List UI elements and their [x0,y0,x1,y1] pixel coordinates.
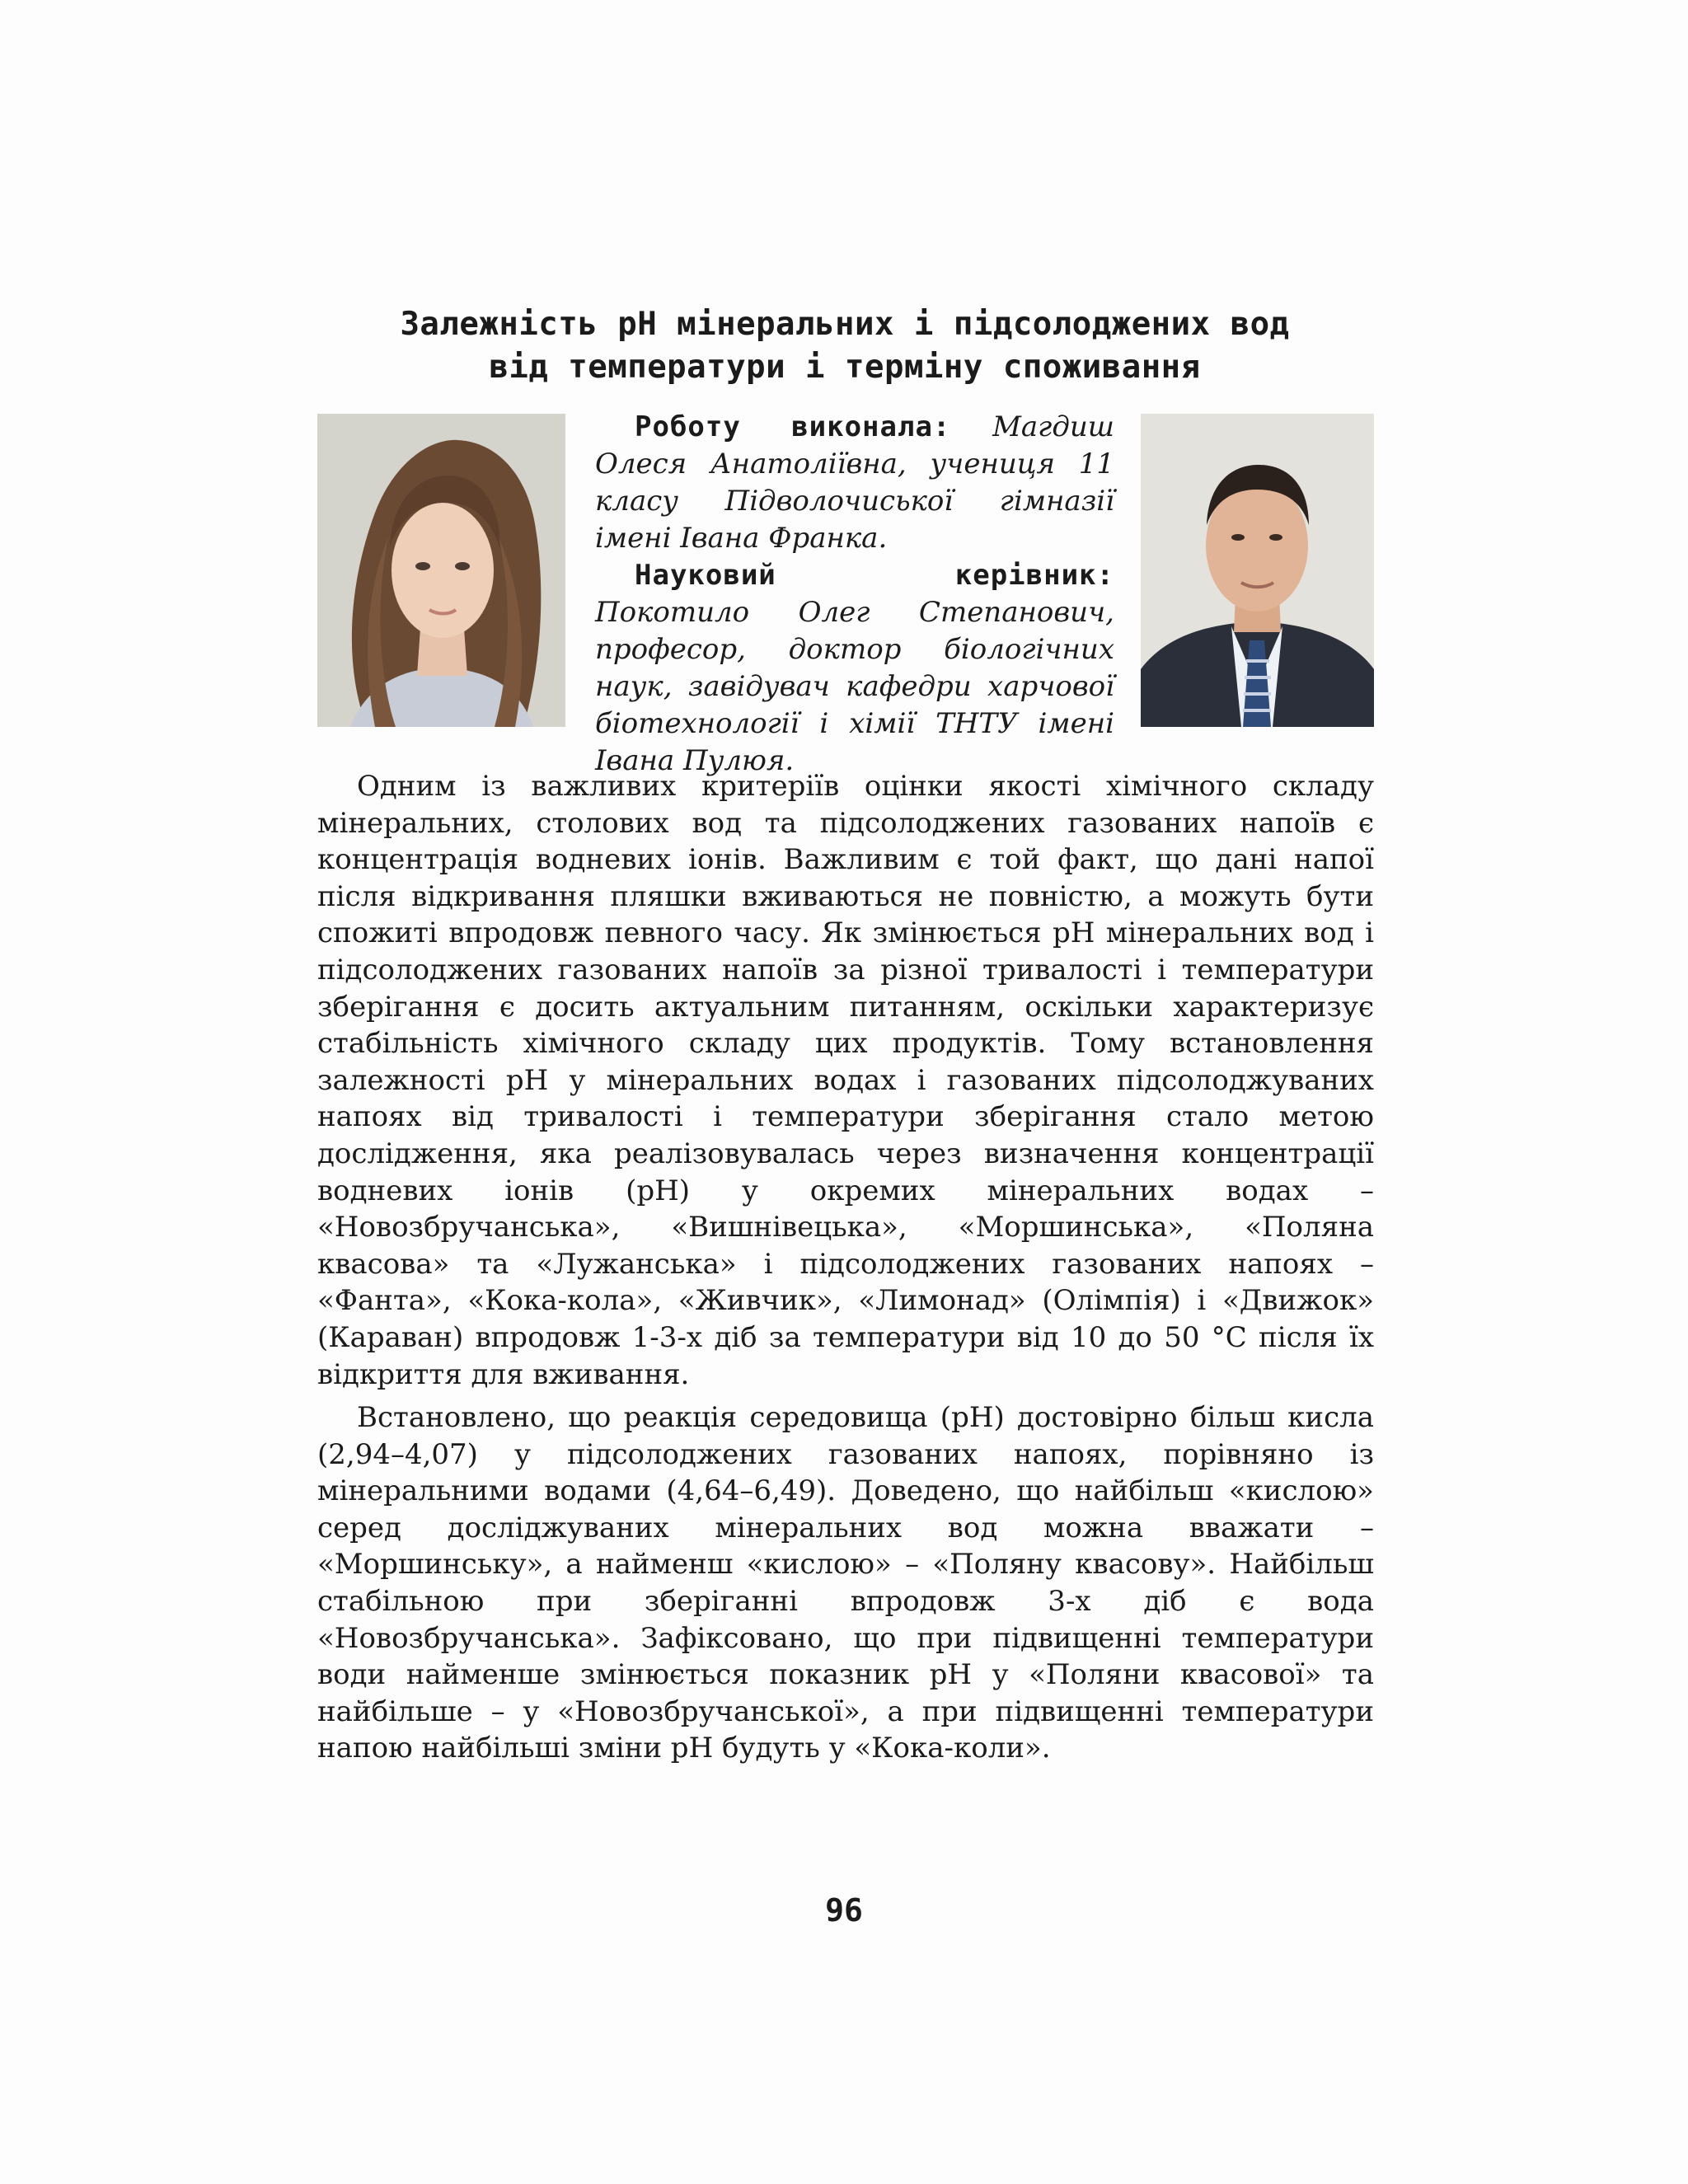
supervisor-info: Покотило Олег Степанович, професор, доктор біологічних наук, завідувач кафедри харчової біотехнології і хімії ТНТУ імені Івана Пулюя. [595,596,1114,777]
student-photo [317,414,565,727]
student-role-label: Роботу виконала: [635,410,951,443]
student-portrait-image [317,414,565,727]
student-credit [595,409,1114,557]
student-info: Магдиш Олеся Анатоліївна, учениця 11 класу Підволочиської гімназії імені Івана Франка. [595,410,1114,555]
page-title [313,303,1376,389]
authors-block [595,409,1114,780]
page-number: 96 [825,1892,863,1929]
supervisor-role-label: Науковий керівник: [635,559,1114,592]
article-body [317,768,1374,1774]
supervisor-portrait-image [1141,414,1374,727]
body-paragraph-2: Встановлено, що реакція середовища (рН) достовірно більш кисла (2,94–4,07) у підсолоджених газованих напоях, порівняно із мінеральними водами (4,64–6,49). Доведено, що найбільш «кислою» серед досліджуваних мінеральних вод можна вважати – «Моршинську», а найменш «кислою» – «Поляну квасову». Найбільш стабільною при зберіганні впродовж 3-х діб є вода «Новозбручанська». Зафіксовано, що при підвищенні температури води найменше змінюється показник рН у «Поляни квасової» та найбільше – у «Новозбручанської», а при підвищенні температури напою найбільші зміни рН будуть у «Кока-коли». [317,1401,1374,1765]
title-line-1: Залежність рН мінеральних і підсолоджених вод [400,306,1290,343]
body-paragraph-1: Одним із важливих критеріїв оцінки якості хімічного складу мінеральних, столових вод та підсолоджених газованих напоїв є концентрація водневих іонів. Важливим є той факт, що дані напої після відкривання пляшки вживаються не повністю, а можуть бути спожиті впродовж певного часу. Як змінюється рН мінеральних вод і підсолоджених газованих напоїв за різної тривалості і температури зберігання є досить актуальним питанням, оскільки характеризує стабільність хімічного складу цих продуктів. Тому встановлення залежності рН у мінеральних водах і газованих підсолоджуваних напоях від тривалості і температури зберігання стало метою дослідження, яка реалізовувалась через визначення концентрації водневих іонів (рН) у окремих мінеральних водах – «Новозбручанська», «Вишнівецька», «Моршинська», «Поляна квасова» та «Лужанська» і підсолоджених газованих напоях – «Фанта», «Кока-кола», «Живчик», «Лимонад» (Олімпія) і «Движок» (Караван) впродовж 1-3-х діб за температури від 10 до 50 °С після їх відкриття для вживання. [317,770,1374,1391]
supervisor-credit [595,557,1114,780]
supervisor-photo [1141,414,1374,727]
title-line-2: від температури і терміну споживання [489,349,1201,386]
